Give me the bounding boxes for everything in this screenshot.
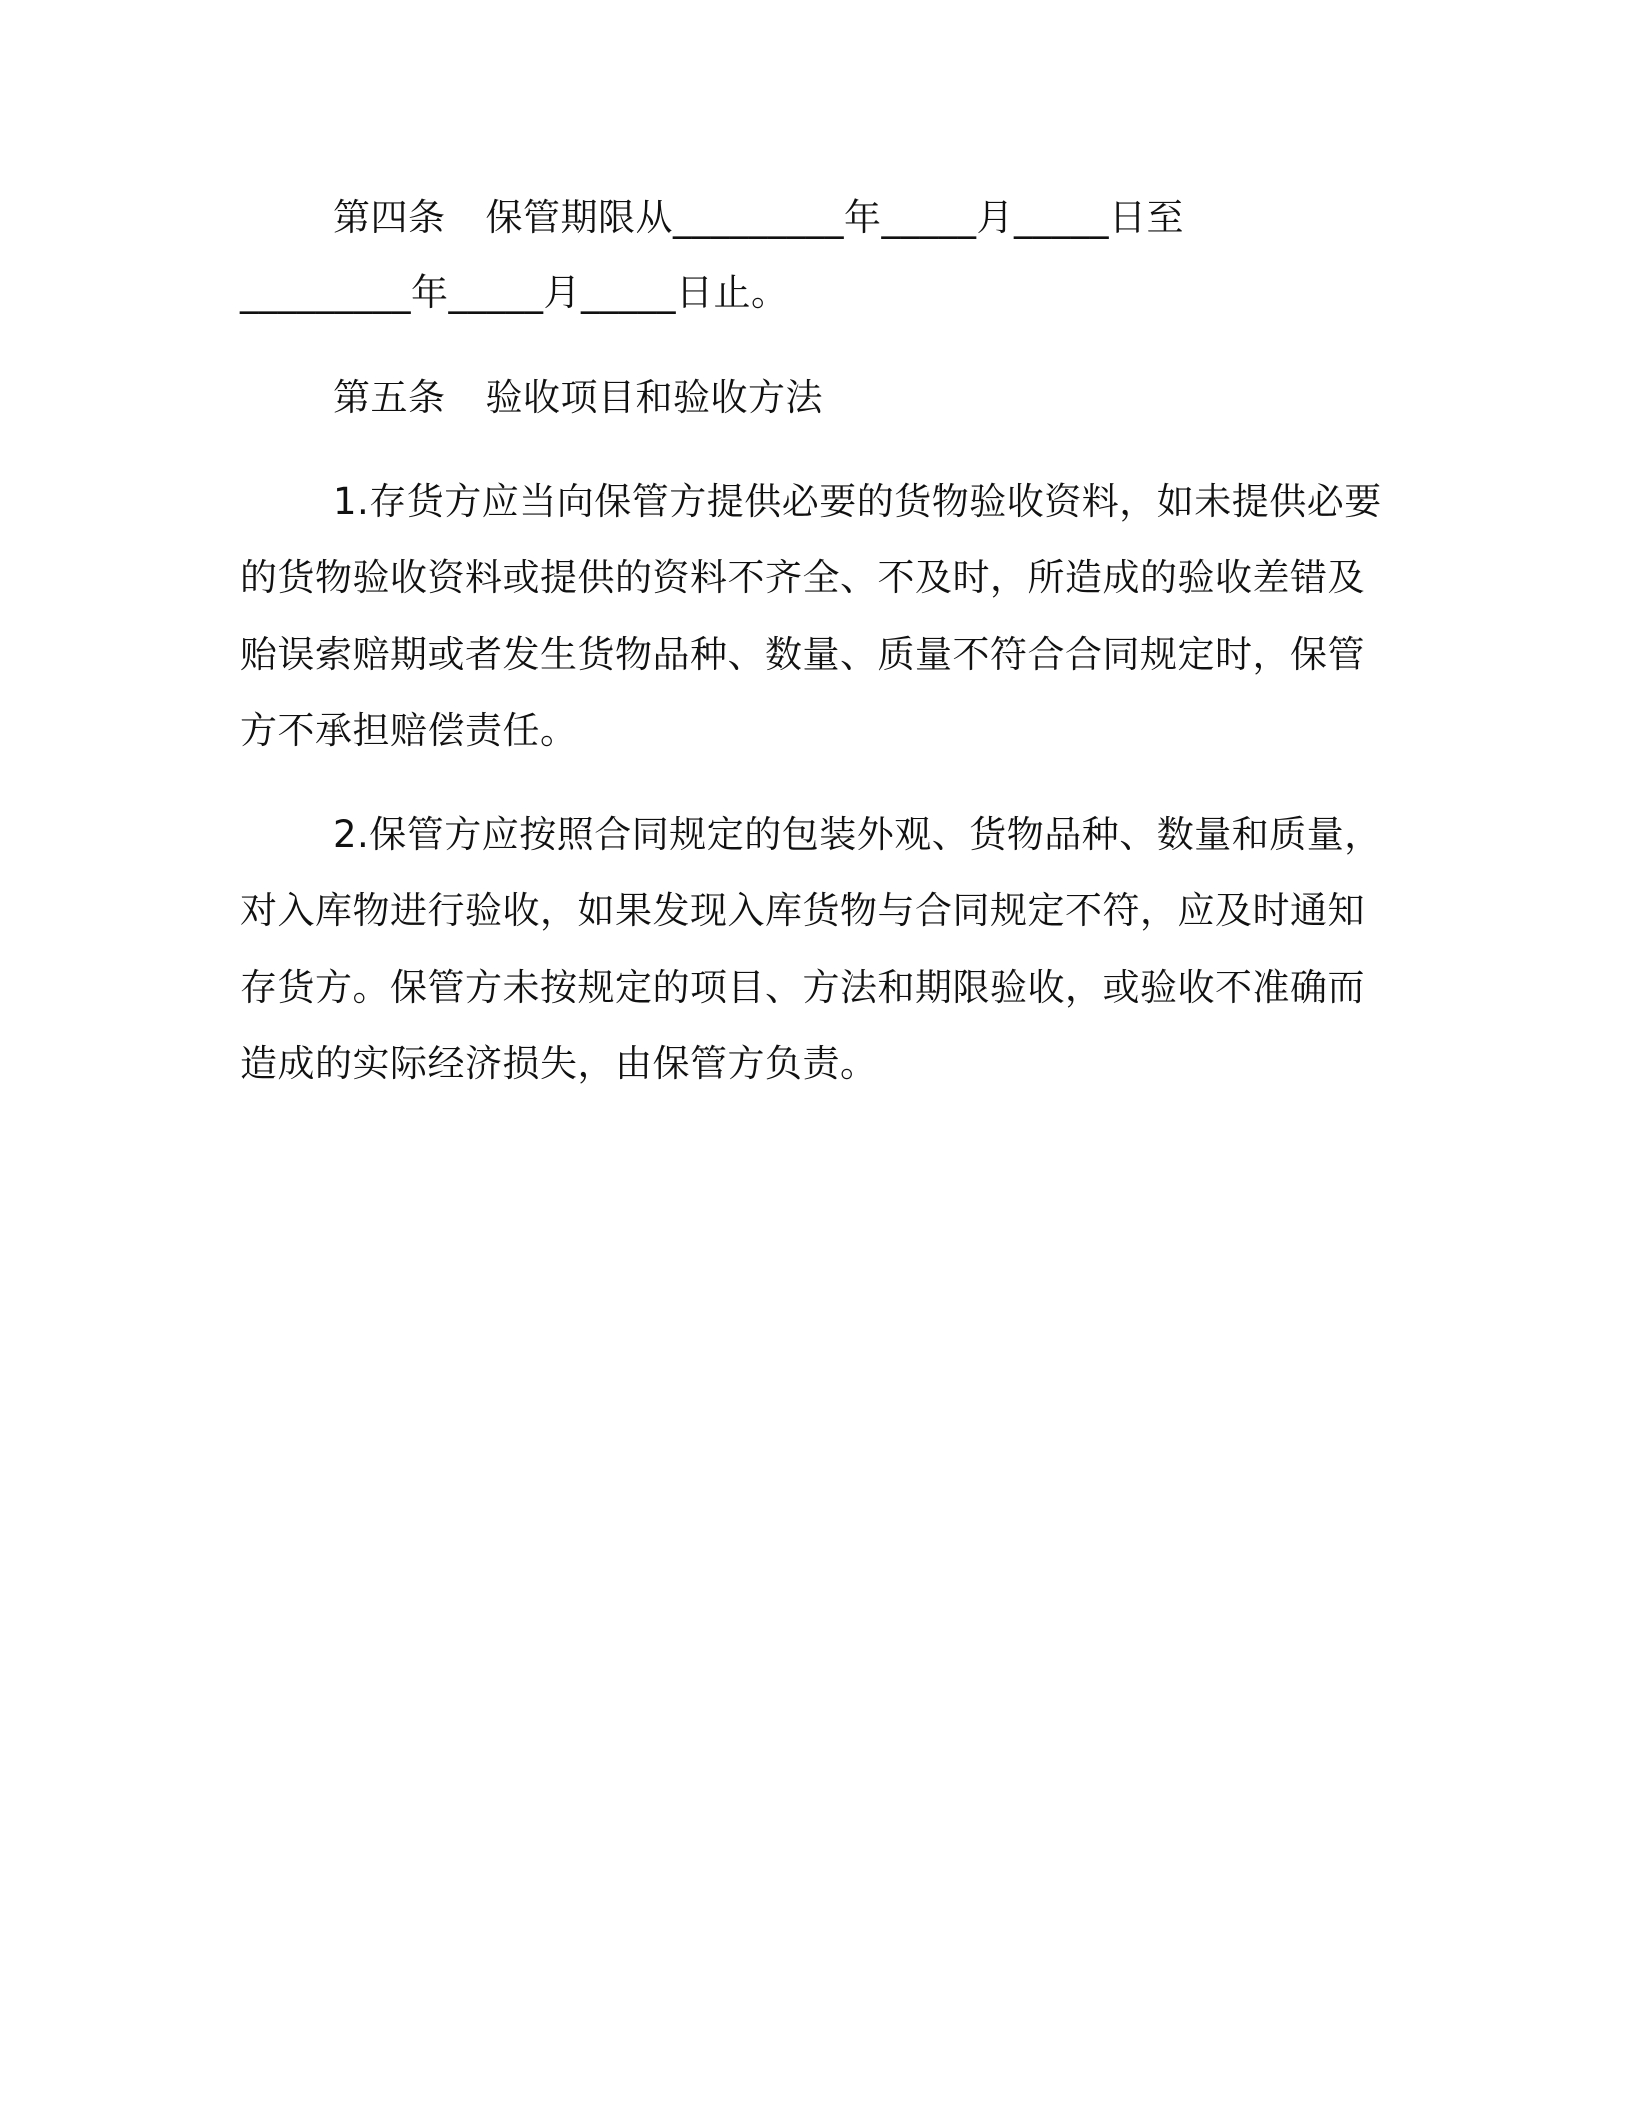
article-5-heading: 第五条 <box>333 376 446 419</box>
article-4-text-line-1: 保管期限从_________年_____月_____日至 <box>485 196 1184 239</box>
clause-2-line-1: 2.保管方应按照合同规定的包装外观、货物品种、数量和质量， <box>333 813 1382 856</box>
clause-1-line-4: 方不承担赔偿责任。 <box>240 709 578 752</box>
clause-1-line-1: 1.存货方应当向保管方提供必要的货物验收资料，如未提供必要 <box>333 480 1382 523</box>
clause-2-line-3: 存货方。保管方未按规定的项目、方法和期限验收，或验收不准确而 <box>240 966 1365 1009</box>
clause-1-line-3: 贻误索赔期或者发生货物品种、数量、质量不符合合同规定时，保管 <box>240 633 1365 676</box>
article-4-heading: 第四条 <box>333 196 446 239</box>
article-5-title: 验收项目和验收方法 <box>485 376 823 419</box>
clause-1-line-2: 的货物验收资料或提供的资料不齐全、不及时，所造成的验收差错及 <box>240 556 1365 599</box>
clause-2-line-2: 对入库物进行验收，如果发现入库货物与合同规定不符，应及时通知 <box>240 889 1365 932</box>
clause-2-line-4: 造成的实际经济损失，由保管方负责。 <box>240 1042 878 1085</box>
article-5-heading-line <box>333 373 823 423</box>
article-4-line-1 <box>333 193 1184 243</box>
article-4-text-line-2: _________年_____月_____日止。 <box>240 271 789 314</box>
